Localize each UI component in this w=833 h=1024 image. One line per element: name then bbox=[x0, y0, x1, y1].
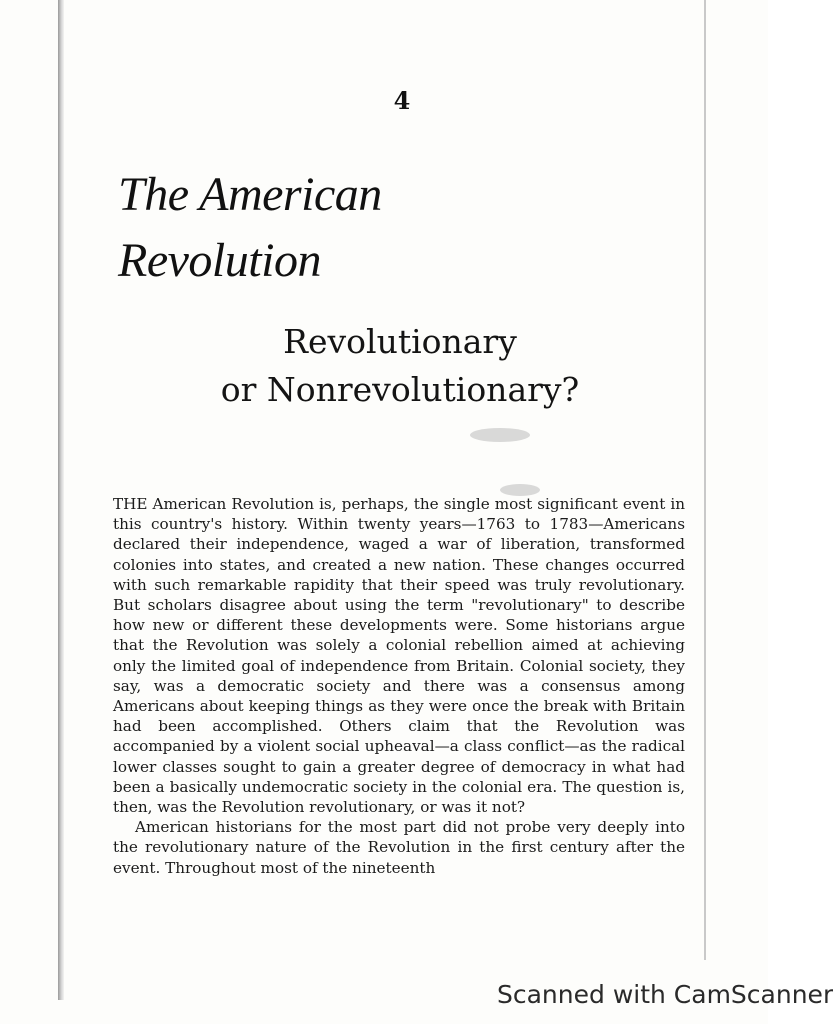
chapter-title: The American Revolution bbox=[118, 168, 382, 287]
subtitle-line-1: Revolutionary bbox=[283, 322, 517, 361]
chapter-number: 4 bbox=[393, 86, 411, 115]
subtitle-line-2: or Nonrevolutionary? bbox=[220, 370, 580, 409]
paragraph-2: American historians for the most part did not probe very deeply into the revolutionary nature of the Revolution in the first century after the event. Throughout most of the nineteenth bbox=[113, 818, 685, 877]
chapter-subtitle bbox=[150, 318, 650, 414]
book-spine-shadow bbox=[58, 0, 64, 1000]
scan-watermark: Scanned with CamScanner bbox=[497, 980, 833, 1009]
paragraph-1: THE American Revolution is, perhaps, the single most significant event in this country's history. Within twenty years—1763 to 1783—Americans declared their independence, waged a war of liberation, transformed colonies into states, and created a new nation. These changes occurred with such remarkable rapidity that their speed was truly revolutionary. But scholars disagree about using the term "revolutionary" to describe how new or different these developments were. Some historians argue that the Revolution was solely a colonial rebellion aimed at achieving only the limited goal of independence from Britain. Colonial society, they say, was a democratic society and there was a consensus among Americans about keeping things as they were once the break with Britain had been accomplished. Others claim that the Revolution was accompanied by a violent social upheaval—a class conflict—as the radical lower classes sought to gain a greater degree of democracy in what had been a basically undemocratic society in the colonial era. The question is, then, was the Revolution revolutionary, or was it not? bbox=[113, 495, 685, 817]
page-right-edge bbox=[704, 0, 706, 960]
scan-speckle bbox=[470, 428, 530, 442]
body-text bbox=[113, 494, 685, 878]
